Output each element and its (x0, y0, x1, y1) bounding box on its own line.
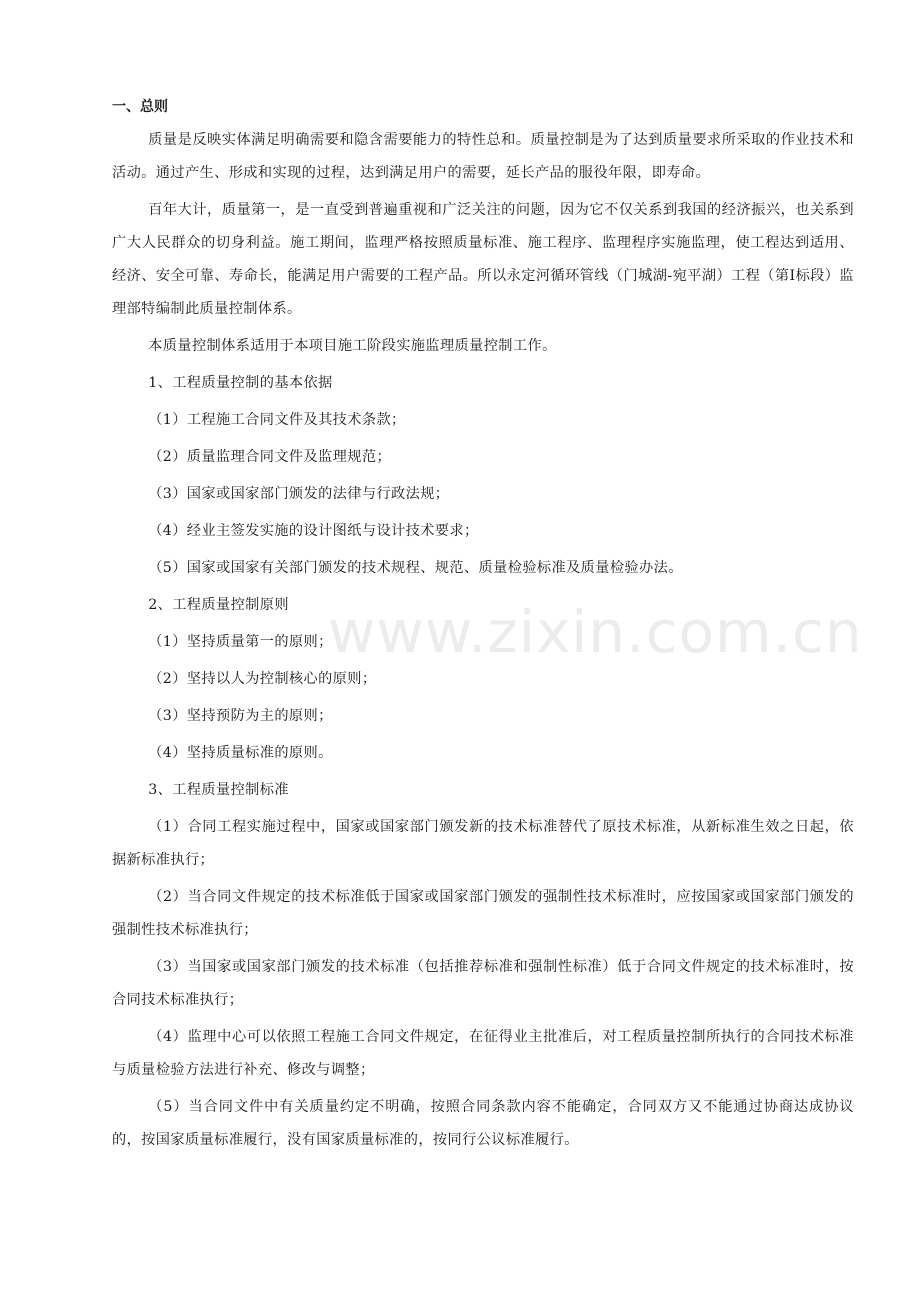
list-item: （1）合同工程实施过程中，国家或国家部门颁发新的技术标准替代了原技术标准，从新标准生效之日起，依据新标准执行； (112, 819, 854, 868)
list-item: （3）国家或国家部门颁发的法律与行政法规； (148, 486, 450, 502)
subsection-title-basis: 1、工程质量控制的基本依据 (148, 375, 333, 391)
list-item: （3）当国家或国家部门颁发的技术标准（包括推荐标准和强制性标准）低于合同文件规定的技术标准时，按合同技术标准执行； (112, 959, 854, 1008)
list-item: （4）坚持质量标准的原则。 (148, 745, 333, 761)
list-item: （2）坚持以人为控制核心的原则； (148, 671, 377, 687)
list-item: （4）经业主签发实施的设计图纸与设计技术要求； (148, 523, 479, 539)
intro-paragraph-2: 百年大计，质量第一，是一直受到普遍重视和广泛关注的问题，因为它不仅关系到我国的经济振兴，也关系到广大人民群众的切身利益。施工期间，监理严格按照质量标准、施工程序、监理程序实施监理，使工程达到适用、经济、安全可靠、寿命长，能满足用户需要的工程产品。所以永定河循环管线（门城湖-宛平湖）工程（第Ⅰ标段）监理部特编制此质量控制体系。 (112, 202, 854, 317)
document-page (112, 92, 854, 1161)
intro-paragraph-1: 质量是反映实体满足明确需要和隐含需要能力的特性总和。质量控制是为了达到质量要求所采取的作业技术和活动。通过产生、形成和实现的过程，达到满足用户的需要，延长产品的服役年限，即寿命。 (112, 132, 854, 181)
watermark: www.zixin.com.cn (328, 598, 863, 666)
scope-paragraph: 本质量控制体系适用于本项目施工阶段实施监理质量控制工作。 (148, 338, 557, 354)
list-item: （4）监理中心可以依照工程施工合同文件规定，在征得业主批准后，对工程质量控制所执行的合同技术标准与质量检验方法进行补充、修改与调整； (112, 1029, 854, 1078)
list-item: （5）当合同文件中有关质量约定不明确，按照合同条款内容不能确定，合同双方又不能通过协商达成协议的，按国家质量标准履行，没有国家质量标准的，按同行公议标准履行。 (112, 1099, 854, 1148)
list-item: （3）坚持预防为主的原则； (148, 708, 333, 724)
subsection-title-standards: 3、工程质量控制标准 (148, 782, 289, 798)
list-item: （5）国家或国家有关部门颁发的技术规程、规范、质量检验标准及质量检验办法。 (148, 560, 683, 576)
list-item: （2）当合同文件规定的技术标准低于国家或国家部门颁发的强制性技术标准时，应按国家或国家部门颁发的强制性技术标准执行； (112, 889, 854, 938)
section-heading: 一、总则 (112, 99, 168, 115)
list-item: （1）工程施工合同文件及其技术条款； (148, 412, 406, 428)
subsection-title-principles: 2、工程质量控制原则 (148, 597, 289, 613)
list-item: （2）质量监理合同文件及监理规范； (148, 449, 392, 465)
list-item: （1）坚持质量第一的原则； (148, 634, 333, 650)
